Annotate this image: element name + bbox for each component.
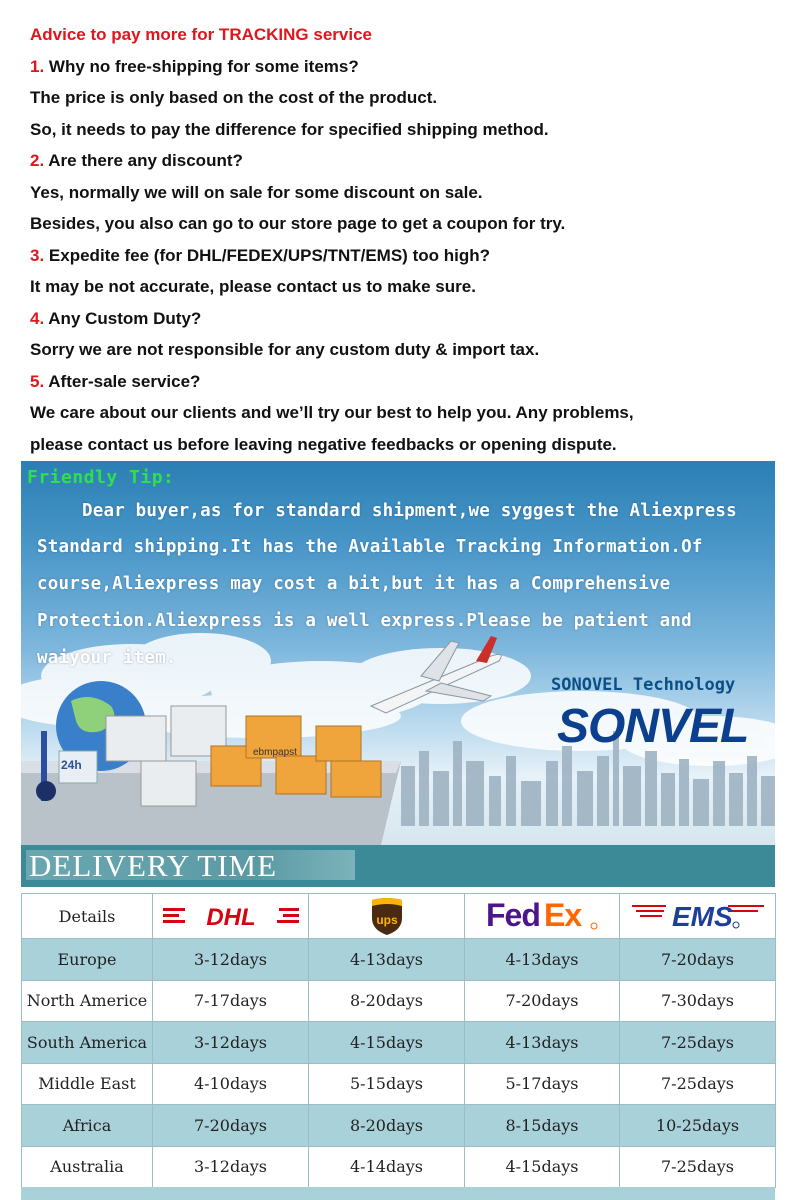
table-row [22,1105,776,1147]
tip-line: course,Aliexpress may cost a bit,but it has a Comprehensive [37,574,671,594]
region-cell: North Americe [22,980,153,1022]
faq-number: 4. [30,308,45,328]
delivery-time-cell: 4-15days [309,1022,465,1064]
faq-answer-line: please contact us before leaving negative feedbacks or opening dispute. [30,434,617,454]
tip-line: Dear buyer,as for standard shipment,we syggest the Aliexpress [82,501,737,521]
delivery-time-bar [21,845,775,887]
svg-text:Ex: Ex [544,898,582,933]
delivery-time-cell: 7-17days [153,980,309,1022]
delivery-time-cell: 3-12days [153,1146,309,1188]
table-row [22,1063,776,1105]
faq-question-text: Are there any discount? [48,151,243,170]
faq-question-5 [30,371,780,403]
faq-question-text: After-sale service? [48,371,201,391]
delivery-time-cell: 7-25days [620,1022,776,1064]
delivery-table [21,893,775,1188]
delivery-time-cell: 7-20days [620,939,776,981]
delivery-time-cell: 8-20days [309,1105,465,1147]
delivery-time-cell: 5-17days [465,1063,620,1105]
brand-tagline: SONOVEL Technology [551,675,736,695]
fedex-logo-icon [482,898,602,934]
table-bottom-strip [21,1187,775,1200]
delivery-table-body [22,939,776,1188]
sonovel-logo: SONVEL [557,700,749,753]
region-cell: Europe [22,939,153,981]
tip-line: Standard shipping.It has the Available Tracking Information.Of [37,537,703,557]
svg-text:Fed: Fed [486,898,540,933]
delivery-time-cell: 4-13days [465,939,620,981]
faq-answer-line: Sorry we are not responsible for any custom duty & import tax. [30,340,540,359]
ups-logo-icon [369,896,405,936]
faq-answer-line: The price is only based on the cost of the product. [30,88,438,107]
faq-answer-line: Yes, normally we will on sale for some discount on sale. [30,182,483,202]
details-header: Details [22,894,153,939]
faq-answer-line: So, it needs to pay the difference for specified shipping method. [30,119,549,139]
delivery-time-cell: 8-15days [465,1105,620,1147]
faq-question-4 [30,308,780,340]
carrier-header-ups [309,894,465,939]
svg-text:ups: ups [375,913,398,927]
delivery-time-cell: 8-20days [309,980,465,1022]
tip-line: waiyour item. [37,648,177,668]
delivery-time-cell: 10-25days [620,1105,776,1147]
delivery-time-cell: 4-13days [465,1022,620,1064]
carrier-header-fedex [465,894,620,939]
shipping-banner [21,461,775,845]
delivery-time-cell: 3-12days [153,939,309,981]
faq-question-2 [30,150,780,182]
faq-number: 1. [30,56,45,76]
delivery-time-cell: 7-25days [620,1146,776,1188]
svg-text:EMS: EMS [671,901,733,932]
faq-number: 5. [30,371,45,391]
faq-answer-line: Besides, you also can go to our store page to get a coupon for try. [30,214,566,233]
faq-question-text: Expedite fee (for DHL/FEDEX/UPS/TNT/EMS) too high? [48,245,490,265]
table-header-row [22,894,776,939]
ems-logo-icon [632,899,764,933]
delivery-time-title: DELIVERY TIME [26,850,355,880]
region-cell: Australia [22,1146,153,1188]
faq-question-text: Any Custom Duty? [48,308,202,328]
faq-question-3 [30,245,780,277]
delivery-time-cell: 5-15days [309,1063,465,1105]
faq-heading: Advice to pay more for TRACKING service [30,25,372,44]
faq-answer-line: We care about our clients and we’ll try our best to help you. Any problems, [30,403,634,422]
delivery-time-cell: 7-20days [465,980,620,1022]
delivery-time-cell: 4-13days [309,939,465,981]
faq-answer-line: It may be not accurate, please contact us to make sure. [30,277,476,296]
region-cell: Africa [22,1105,153,1147]
tip-line: Protection.Aliexpress is a well express.Please be patient and [37,611,692,631]
friendly-tip-title: Friendly Tip: [27,467,175,488]
carrier-header-dhl [153,894,309,939]
faq-question-text: Why no free-shipping for some items? [48,56,359,76]
delivery-time-cell: 4-14days [309,1146,465,1188]
table-row [22,1022,776,1064]
faq-section [30,24,780,465]
box-label-ebmpapst: ebmpapst [253,747,297,758]
table-row [22,1146,776,1188]
delivery-time-cell: 3-12days [153,1022,309,1064]
dhl-logo-icon [161,900,301,932]
faq-question-1 [30,56,780,88]
table-row [22,939,776,981]
table-row [22,980,776,1022]
delivery-time-cell: 4-15days [465,1146,620,1188]
svg-text:DHL: DHL [205,904,256,931]
faq-number: 2. [30,151,45,170]
carrier-header-ems [620,894,776,939]
delivery-time-cell: 7-20days [153,1105,309,1147]
region-cell: South America [22,1022,153,1064]
faq-number: 3. [30,245,45,265]
delivery-time-cell: 7-30days [620,980,776,1022]
region-cell: Middle East [22,1063,153,1105]
box-label-24h: 24h [61,758,82,772]
delivery-time-cell: 4-10days [153,1063,309,1105]
delivery-time-cell: 7-25days [620,1063,776,1105]
